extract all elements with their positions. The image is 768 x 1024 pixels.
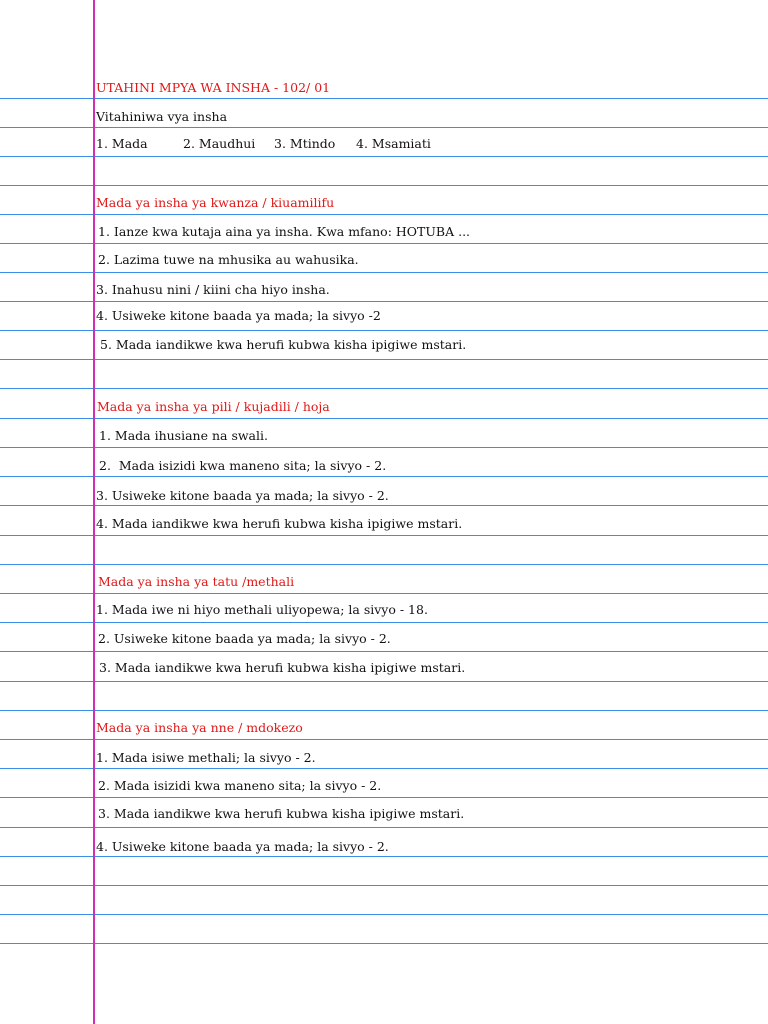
rule-line bbox=[0, 768, 768, 769]
rule-line bbox=[0, 418, 768, 419]
criteria-item: 3. Mtindo bbox=[274, 136, 336, 151]
list-item: 1. Mada iwe ni hiyo methali uliyopewa; la sivyo - 18. bbox=[96, 602, 428, 617]
rule-line bbox=[0, 330, 768, 331]
list-item: 1. Mada ihusiane na swali. bbox=[99, 428, 268, 443]
rule-line bbox=[0, 914, 768, 915]
list-item: 3. Usiweke kitone baada ya mada; la sivyo - 2. bbox=[96, 488, 389, 503]
rule-line bbox=[0, 593, 768, 594]
criteria-item: 1. Mada bbox=[96, 136, 148, 151]
rule-line bbox=[0, 622, 768, 623]
rule-line bbox=[0, 476, 768, 477]
rule-line bbox=[0, 243, 768, 244]
rule-line bbox=[0, 98, 768, 99]
list-item: 3. Mada iandikwe kwa herufi kubwa kisha ipigiwe mstari. bbox=[98, 806, 465, 821]
rule-line bbox=[0, 827, 768, 828]
list-item: 2. Usiweke kitone baada ya mada; la sivyo - 2. bbox=[98, 631, 391, 646]
margin-line bbox=[93, 0, 95, 1024]
rule-line bbox=[0, 156, 768, 157]
section-heading: Mada ya insha ya nne / mdokezo bbox=[96, 720, 303, 735]
section-heading: Mada ya insha ya kwanza / kiuamilifu bbox=[96, 195, 335, 210]
rule-line bbox=[0, 710, 768, 711]
rule-line bbox=[0, 301, 768, 302]
rule-line bbox=[0, 127, 768, 128]
rule-line bbox=[0, 739, 768, 740]
page-title: UTAHINI MPYA WA INSHA - 102/ 01 bbox=[96, 80, 331, 95]
rule-line bbox=[0, 943, 768, 944]
rule-line bbox=[0, 447, 768, 448]
rule-line bbox=[0, 681, 768, 682]
rule-line bbox=[0, 797, 768, 798]
list-item: 3. Inahusu nini / kiini cha hiyo insha. bbox=[96, 282, 330, 297]
list-item: 4. Usiweke kitone baada ya mada; la sivyo - 2. bbox=[96, 839, 389, 854]
rule-line bbox=[0, 651, 768, 652]
rule-line bbox=[0, 359, 768, 360]
criteria-item: 2. Maudhui bbox=[183, 136, 256, 151]
criteria-label: Vitahiniwa vya insha bbox=[96, 109, 228, 124]
rule-line bbox=[0, 185, 768, 186]
rule-line bbox=[0, 388, 768, 389]
rule-line bbox=[0, 856, 768, 857]
section-heading: Mada ya insha ya pili / kujadili / hoja bbox=[97, 399, 330, 414]
rule-line bbox=[0, 505, 768, 506]
list-item: 1. Ianze kwa kutaja aina ya insha. Kwa mfano: HOTUBA ... bbox=[98, 224, 471, 239]
rule-line bbox=[0, 885, 768, 886]
rule-line bbox=[0, 564, 768, 565]
list-item: 2. Mada isizidi kwa maneno sita; la sivyo - 2. bbox=[99, 458, 387, 473]
criteria-item: 4. Msamiati bbox=[356, 136, 431, 151]
list-item: 4. Usiweke kitone baada ya mada; la sivyo -2 bbox=[96, 308, 381, 323]
list-item: 2. Mada isizidi kwa maneno sita; la sivyo - 2. bbox=[98, 778, 382, 793]
rule-line bbox=[0, 272, 768, 273]
section-heading: Mada ya insha ya tatu /methali bbox=[98, 574, 295, 589]
rule-line bbox=[0, 535, 768, 536]
list-item: 5. Mada iandikwe kwa herufi kubwa kisha ipigiwe mstari. bbox=[100, 337, 467, 352]
list-item: 1. Mada isiwe methali; la sivyo - 2. bbox=[96, 750, 316, 765]
list-item: 4. Mada iandikwe kwa herufi kubwa kisha ipigiwe mstari. bbox=[96, 516, 463, 531]
list-item: 3. Mada iandikwe kwa herufi kubwa kisha ipigiwe mstari. bbox=[99, 660, 466, 675]
rule-line bbox=[0, 214, 768, 215]
list-item: 2. Lazima tuwe na mhusika au wahusika. bbox=[98, 252, 359, 267]
